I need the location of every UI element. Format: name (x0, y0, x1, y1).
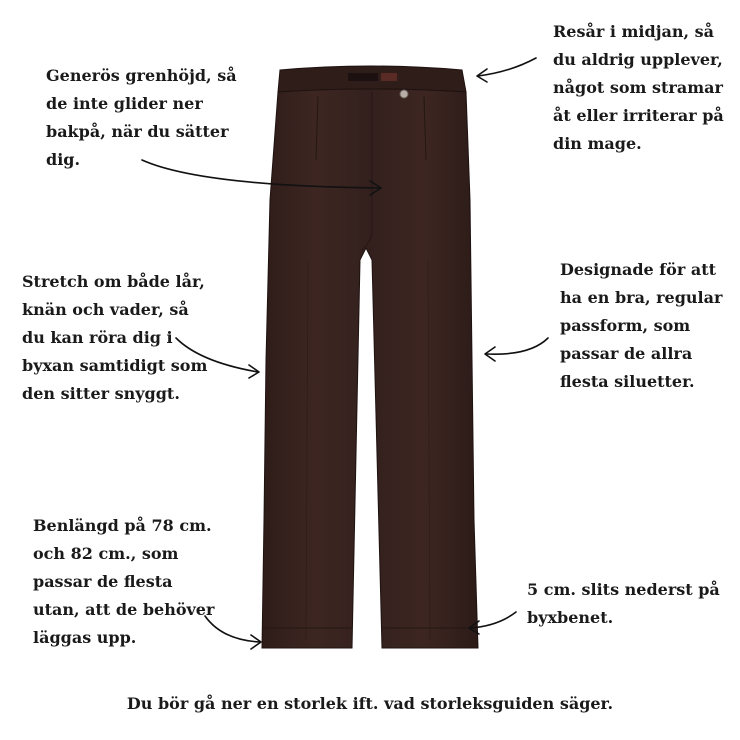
annotation-stretch: Stretch om både lår, knän och vader, så du kan röra dig i byxan samtidigt som den sitter snyggt. (22, 272, 208, 403)
size-advice-footer: Du bör gå ner en storlek ift. vad storleksguiden säger. (126, 694, 614, 713)
size-tag (381, 73, 397, 81)
brand-tag (348, 73, 378, 81)
annotation-crotch: Generös grenhöjd, så de inte glider ner bakpå, när du sätter dig. (46, 66, 237, 169)
annotation-fit: Designade för att ha en bra, regular passform, som passar de allra flesta siluetter. (560, 260, 723, 391)
annotation-waist: Resår i midjan, så du aldrig upplever, något som stramar åt eller irriterar på din mage. (553, 22, 724, 153)
annotation-length: Benlängd på 78 cm. och 82 cm., som passar de flesta utan, att de behöver läggas upp. (33, 516, 215, 647)
arrow-waist (477, 58, 536, 82)
button (400, 90, 408, 98)
annotation-slit: 5 cm. slits nederst på byxbenet. (527, 580, 720, 627)
arrow-fit (485, 338, 548, 361)
